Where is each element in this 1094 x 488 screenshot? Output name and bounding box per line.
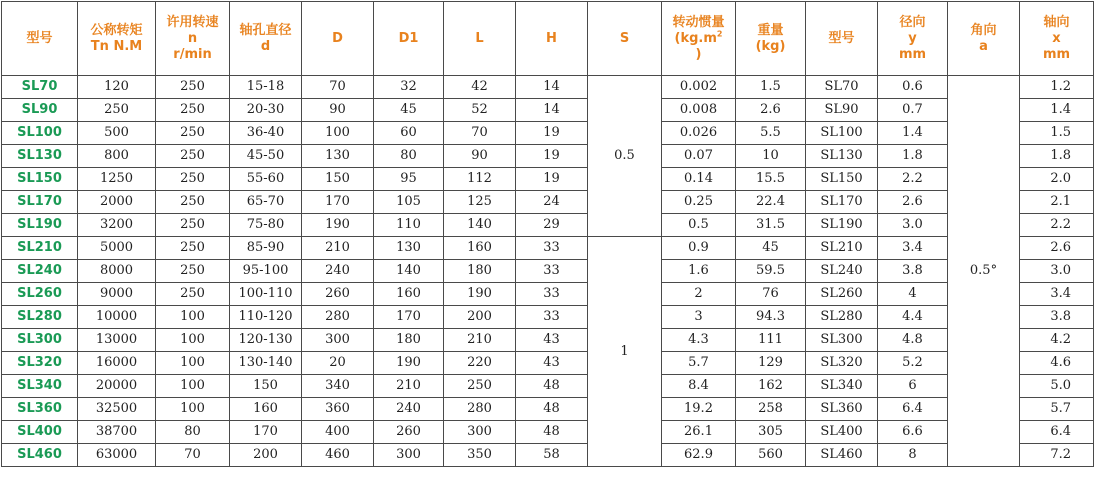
cell-inertia: 0.07 xyxy=(662,145,736,168)
cell-inertia: 5.7 xyxy=(662,352,736,375)
cell-model2: SL360 xyxy=(806,398,878,421)
cell-model: SL170 xyxy=(2,191,78,214)
cell-d: 120-130 xyxy=(230,329,302,352)
header-row xyxy=(2,2,1094,76)
header-D1: D1 xyxy=(374,2,444,76)
table-row xyxy=(2,421,1094,444)
cell-tn: 63000 xyxy=(78,444,156,467)
cell-x: 2.2 xyxy=(1020,214,1094,237)
header-L: L xyxy=(444,2,516,76)
cell-n: 100 xyxy=(156,398,230,421)
cell-model2: SL210 xyxy=(806,237,878,260)
cell-d: 160 xyxy=(230,398,302,421)
cell-model2: SL150 xyxy=(806,168,878,191)
header-angular: 角向 a xyxy=(948,2,1020,76)
cell-model: SL70 xyxy=(2,76,78,99)
table-row xyxy=(2,260,1094,283)
cell-weight: 111 xyxy=(736,329,806,352)
cell-model: SL150 xyxy=(2,168,78,191)
cell-D1: 170 xyxy=(374,306,444,329)
cell-weight: 560 xyxy=(736,444,806,467)
cell-inertia: 4.3 xyxy=(662,329,736,352)
cell-model2: SL320 xyxy=(806,352,878,375)
cell-tn: 3200 xyxy=(78,214,156,237)
cell-D1: 260 xyxy=(374,421,444,444)
cell-H: 24 xyxy=(516,191,588,214)
cell-x: 3.8 xyxy=(1020,306,1094,329)
cell-d: 15-18 xyxy=(230,76,302,99)
cell-n: 250 xyxy=(156,237,230,260)
header-radial: 径向 y mm xyxy=(878,2,948,76)
cell-x: 3.4 xyxy=(1020,283,1094,306)
cell-inertia: 62.9 xyxy=(662,444,736,467)
cell-tn: 500 xyxy=(78,122,156,145)
cell-n: 250 xyxy=(156,168,230,191)
cell-model: SL320 xyxy=(2,352,78,375)
cell-n: 250 xyxy=(156,145,230,168)
cell-tn: 10000 xyxy=(78,306,156,329)
cell-weight: 162 xyxy=(736,375,806,398)
cell-model2: SL280 xyxy=(806,306,878,329)
header-weight: 重量 (kg) xyxy=(736,2,806,76)
cell-model: SL210 xyxy=(2,237,78,260)
cell-L: 300 xyxy=(444,421,516,444)
cell-n: 250 xyxy=(156,283,230,306)
cell-L: 70 xyxy=(444,122,516,145)
cell-model: SL280 xyxy=(2,306,78,329)
cell-tn: 800 xyxy=(78,145,156,168)
cell-L: 220 xyxy=(444,352,516,375)
cell-n: 80 xyxy=(156,421,230,444)
cell-y: 2.2 xyxy=(878,168,948,191)
cell-x: 2.1 xyxy=(1020,191,1094,214)
cell-x: 2.0 xyxy=(1020,168,1094,191)
cell-x: 5.0 xyxy=(1020,375,1094,398)
cell-D1: 130 xyxy=(374,237,444,260)
cell-D: 20 xyxy=(302,352,374,375)
cell-y: 0.7 xyxy=(878,99,948,122)
cell-d: 45-50 xyxy=(230,145,302,168)
cell-D: 100 xyxy=(302,122,374,145)
cell-D: 280 xyxy=(302,306,374,329)
cell-n: 70 xyxy=(156,444,230,467)
cell-model: SL260 xyxy=(2,283,78,306)
cell-d: 110-120 xyxy=(230,306,302,329)
cell-model2: SL190 xyxy=(806,214,878,237)
cell-x: 4.2 xyxy=(1020,329,1094,352)
cell-H: 33 xyxy=(516,260,588,283)
cell-n: 100 xyxy=(156,306,230,329)
cell-D1: 210 xyxy=(374,375,444,398)
cell-L: 112 xyxy=(444,168,516,191)
cell-H: 48 xyxy=(516,398,588,421)
cell-model: SL90 xyxy=(2,99,78,122)
cell-D1: 32 xyxy=(374,76,444,99)
cell-y: 3.8 xyxy=(878,260,948,283)
cell-H: 14 xyxy=(516,76,588,99)
coupling-spec-table xyxy=(1,1,1094,467)
cell-D: 460 xyxy=(302,444,374,467)
table-row xyxy=(2,237,1094,260)
cell-model2: SL70 xyxy=(806,76,878,99)
cell-weight: 258 xyxy=(736,398,806,421)
table-row xyxy=(2,283,1094,306)
cell-d: 36-40 xyxy=(230,122,302,145)
cell-d: 20-30 xyxy=(230,99,302,122)
cell-x: 5.7 xyxy=(1020,398,1094,421)
cell-model: SL300 xyxy=(2,329,78,352)
cell-D1: 300 xyxy=(374,444,444,467)
cell-L: 210 xyxy=(444,329,516,352)
cell-model: SL340 xyxy=(2,375,78,398)
cell-H: 48 xyxy=(516,375,588,398)
cell-tn: 38700 xyxy=(78,421,156,444)
cell-y: 1.4 xyxy=(878,122,948,145)
header-S: S xyxy=(588,2,662,76)
cell-tn: 120 xyxy=(78,76,156,99)
cell-model2: SL460 xyxy=(806,444,878,467)
cell-L: 42 xyxy=(444,76,516,99)
cell-D: 300 xyxy=(302,329,374,352)
cell-D: 260 xyxy=(302,283,374,306)
cell-inertia: 0.5 xyxy=(662,214,736,237)
header-torque: 公称转矩 Tn N.M xyxy=(78,2,156,76)
cell-tn: 250 xyxy=(78,99,156,122)
cell-d: 75-80 xyxy=(230,214,302,237)
cell-weight: 129 xyxy=(736,352,806,375)
table-row xyxy=(2,145,1094,168)
cell-D: 400 xyxy=(302,421,374,444)
cell-weight: 59.5 xyxy=(736,260,806,283)
cell-model2: SL90 xyxy=(806,99,878,122)
cell-S: 1 xyxy=(588,237,662,467)
cell-y: 8 xyxy=(878,444,948,467)
cell-L: 125 xyxy=(444,191,516,214)
cell-D: 150 xyxy=(302,168,374,191)
cell-x: 2.6 xyxy=(1020,237,1094,260)
cell-model2: SL170 xyxy=(806,191,878,214)
header-D: D xyxy=(302,2,374,76)
cell-H: 14 xyxy=(516,99,588,122)
header-H: H xyxy=(516,2,588,76)
cell-D1: 80 xyxy=(374,145,444,168)
cell-x: 1.2 xyxy=(1020,76,1094,99)
cell-weight: 5.5 xyxy=(736,122,806,145)
cell-inertia: 2 xyxy=(662,283,736,306)
cell-tn: 32500 xyxy=(78,398,156,421)
cell-D: 130 xyxy=(302,145,374,168)
cell-weight: 45 xyxy=(736,237,806,260)
cell-H: 19 xyxy=(516,168,588,191)
cell-x: 3.0 xyxy=(1020,260,1094,283)
table-row xyxy=(2,444,1094,467)
cell-d: 65-70 xyxy=(230,191,302,214)
cell-H: 58 xyxy=(516,444,588,467)
cell-L: 190 xyxy=(444,283,516,306)
table-row xyxy=(2,99,1094,122)
cell-D: 190 xyxy=(302,214,374,237)
cell-L: 90 xyxy=(444,145,516,168)
cell-weight: 31.5 xyxy=(736,214,806,237)
cell-D1: 105 xyxy=(374,191,444,214)
cell-d: 170 xyxy=(230,421,302,444)
cell-L: 140 xyxy=(444,214,516,237)
cell-y: 6.4 xyxy=(878,398,948,421)
cell-d: 200 xyxy=(230,444,302,467)
cell-H: 48 xyxy=(516,421,588,444)
cell-y: 2.6 xyxy=(878,191,948,214)
cell-y: 6 xyxy=(878,375,948,398)
cell-d: 150 xyxy=(230,375,302,398)
cell-y: 4 xyxy=(878,283,948,306)
cell-y: 5.2 xyxy=(878,352,948,375)
cell-inertia: 3 xyxy=(662,306,736,329)
table-row xyxy=(2,76,1094,99)
cell-angular: 0.5° xyxy=(948,76,1020,467)
cell-weight: 15.5 xyxy=(736,168,806,191)
cell-x: 6.4 xyxy=(1020,421,1094,444)
cell-inertia: 0.002 xyxy=(662,76,736,99)
cell-d: 100-110 xyxy=(230,283,302,306)
cell-model: SL400 xyxy=(2,421,78,444)
cell-L: 280 xyxy=(444,398,516,421)
cell-model: SL460 xyxy=(2,444,78,467)
cell-model2: SL300 xyxy=(806,329,878,352)
cell-model: SL130 xyxy=(2,145,78,168)
table-row xyxy=(2,375,1094,398)
cell-n: 250 xyxy=(156,122,230,145)
cell-D: 360 xyxy=(302,398,374,421)
cell-inertia: 1.6 xyxy=(662,260,736,283)
cell-n: 250 xyxy=(156,260,230,283)
cell-inertia: 26.1 xyxy=(662,421,736,444)
cell-x: 1.5 xyxy=(1020,122,1094,145)
cell-inertia: 19.2 xyxy=(662,398,736,421)
cell-H: 29 xyxy=(516,214,588,237)
cell-H: 19 xyxy=(516,145,588,168)
cell-model2: SL240 xyxy=(806,260,878,283)
cell-y: 3.4 xyxy=(878,237,948,260)
cell-inertia: 0.14 xyxy=(662,168,736,191)
cell-x: 1.8 xyxy=(1020,145,1094,168)
cell-H: 43 xyxy=(516,352,588,375)
cell-H: 33 xyxy=(516,283,588,306)
cell-x: 4.6 xyxy=(1020,352,1094,375)
cell-tn: 9000 xyxy=(78,283,156,306)
cell-D: 170 xyxy=(302,191,374,214)
header-bore: 轴孔直径 d xyxy=(230,2,302,76)
cell-D1: 60 xyxy=(374,122,444,145)
cell-weight: 22.4 xyxy=(736,191,806,214)
cell-L: 52 xyxy=(444,99,516,122)
cell-D: 90 xyxy=(302,99,374,122)
cell-d: 55-60 xyxy=(230,168,302,191)
table-row xyxy=(2,191,1094,214)
table-row xyxy=(2,398,1094,421)
cell-tn: 13000 xyxy=(78,329,156,352)
cell-d: 130-140 xyxy=(230,352,302,375)
table-row xyxy=(2,306,1094,329)
cell-d: 95-100 xyxy=(230,260,302,283)
cell-inertia: 0.026 xyxy=(662,122,736,145)
header-inertia: 转动惯量 ($kg.m^2$ ) xyxy=(662,2,736,76)
cell-tn: 8000 xyxy=(78,260,156,283)
cell-D1: 180 xyxy=(374,329,444,352)
cell-H: 19 xyxy=(516,122,588,145)
cell-weight: 10 xyxy=(736,145,806,168)
cell-D1: 45 xyxy=(374,99,444,122)
header-speed: 许用转速 n r/min xyxy=(156,2,230,76)
cell-H: 43 xyxy=(516,329,588,352)
cell-weight: 1.5 xyxy=(736,76,806,99)
cell-L: 250 xyxy=(444,375,516,398)
cell-D: 210 xyxy=(302,237,374,260)
cell-weight: 94.3 xyxy=(736,306,806,329)
cell-D: 240 xyxy=(302,260,374,283)
cell-x: 1.4 xyxy=(1020,99,1094,122)
cell-y: 6.6 xyxy=(878,421,948,444)
cell-inertia: 0.008 xyxy=(662,99,736,122)
cell-tn: 16000 xyxy=(78,352,156,375)
cell-D1: 240 xyxy=(374,398,444,421)
cell-inertia: 8.4 xyxy=(662,375,736,398)
cell-model2: SL130 xyxy=(806,145,878,168)
cell-weight: 305 xyxy=(736,421,806,444)
cell-model: SL100 xyxy=(2,122,78,145)
cell-S: 0.5 xyxy=(588,76,662,237)
cell-weight: 76 xyxy=(736,283,806,306)
cell-tn: 20000 xyxy=(78,375,156,398)
cell-D1: 160 xyxy=(374,283,444,306)
cell-n: 250 xyxy=(156,214,230,237)
cell-inertia: 0.9 xyxy=(662,237,736,260)
cell-model2: SL400 xyxy=(806,421,878,444)
cell-n: 100 xyxy=(156,375,230,398)
cell-model: SL190 xyxy=(2,214,78,237)
cell-tn: 2000 xyxy=(78,191,156,214)
cell-D1: 95 xyxy=(374,168,444,191)
table-row xyxy=(2,122,1094,145)
cell-D1: 190 xyxy=(374,352,444,375)
cell-D1: 110 xyxy=(374,214,444,237)
cell-H: 33 xyxy=(516,306,588,329)
cell-model2: SL260 xyxy=(806,283,878,306)
cell-model2: SL340 xyxy=(806,375,878,398)
cell-y: 3.0 xyxy=(878,214,948,237)
cell-D: 340 xyxy=(302,375,374,398)
cell-D: 70 xyxy=(302,76,374,99)
cell-L: 160 xyxy=(444,237,516,260)
cell-L: 350 xyxy=(444,444,516,467)
table-row xyxy=(2,214,1094,237)
cell-D1: 140 xyxy=(374,260,444,283)
cell-n: 100 xyxy=(156,329,230,352)
cell-L: 180 xyxy=(444,260,516,283)
cell-n: 250 xyxy=(156,99,230,122)
cell-model2: SL100 xyxy=(806,122,878,145)
cell-n: 250 xyxy=(156,76,230,99)
cell-tn: 5000 xyxy=(78,237,156,260)
cell-H: 33 xyxy=(516,237,588,260)
cell-L: 200 xyxy=(444,306,516,329)
cell-tn: 1250 xyxy=(78,168,156,191)
cell-y: 4.8 xyxy=(878,329,948,352)
cell-n: 250 xyxy=(156,191,230,214)
cell-x: 7.2 xyxy=(1020,444,1094,467)
cell-inertia: 0.25 xyxy=(662,191,736,214)
header-model: 型号 xyxy=(2,2,78,76)
cell-n: 100 xyxy=(156,352,230,375)
cell-y: 1.8 xyxy=(878,145,948,168)
table-row xyxy=(2,352,1094,375)
cell-weight: 2.6 xyxy=(736,99,806,122)
cell-model: SL360 xyxy=(2,398,78,421)
table-row xyxy=(2,329,1094,352)
cell-y: 0.6 xyxy=(878,76,948,99)
cell-y: 4.4 xyxy=(878,306,948,329)
header-axial: 轴向 x mm xyxy=(1020,2,1094,76)
table-row xyxy=(2,168,1094,191)
cell-model: SL240 xyxy=(2,260,78,283)
header-model-2: 型号 xyxy=(806,2,878,76)
cell-d: 85-90 xyxy=(230,237,302,260)
